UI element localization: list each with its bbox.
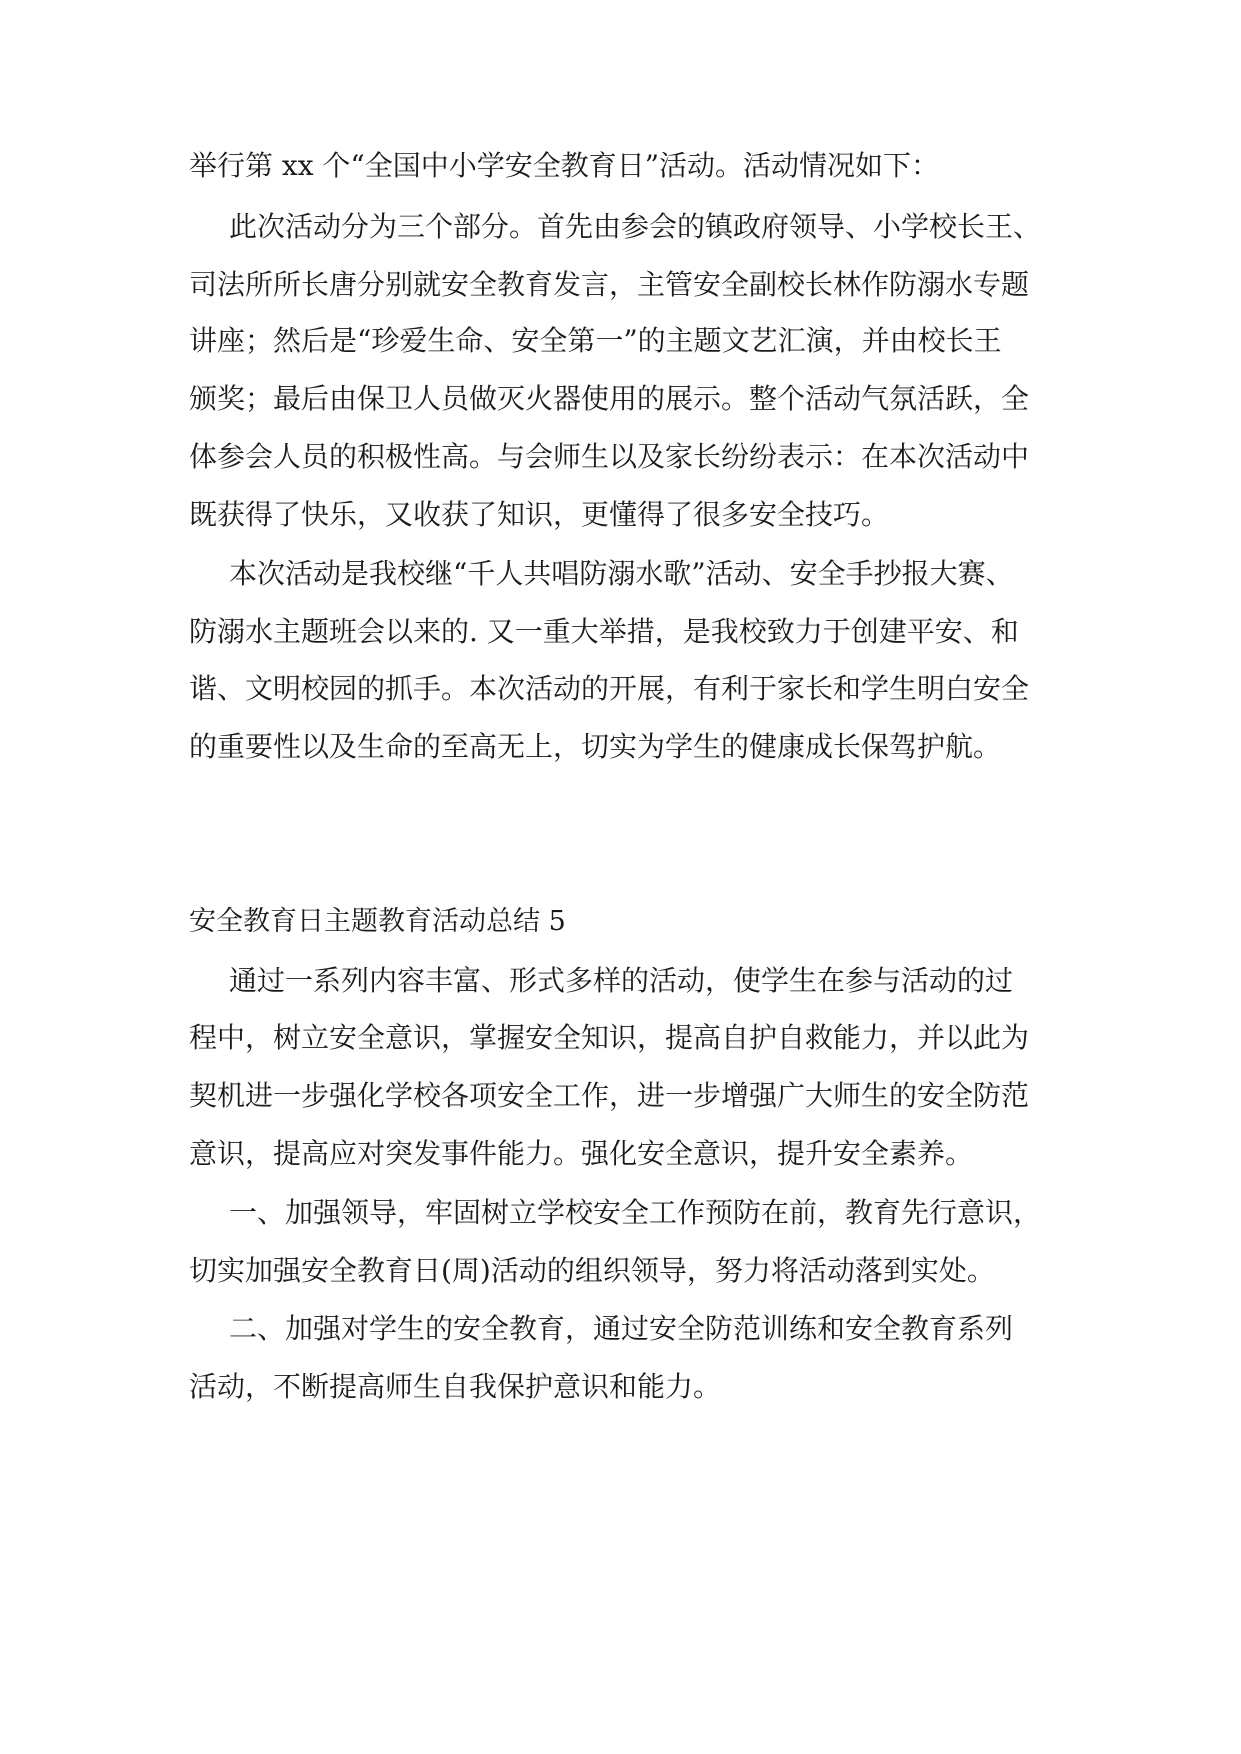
paragraph-line: 颁奖；最后由保卫人员做灭火器使用的展示。整个活动气氛活跃，全 <box>189 382 1030 415</box>
paragraph-line: 一、加强领导，牢固树立学校安全工作预防在前，教育先行意识， <box>229 1196 1042 1229</box>
paragraph-line: 讲座；然后是“珍爱生命、安全第一”的主题文艺汇演，并由校长王 <box>189 324 1002 357</box>
paragraph-line: 的重要性以及生命的至高无上，切实为学生的健康成长保驾护航。 <box>189 730 1002 763</box>
paragraph-line: 契机进一步强化学校各项安全工作，进一步增强广大师生的安全防范 <box>189 1079 1030 1112</box>
paragraph-line: 意识，提高应对突发事件能力。强化安全意识，提升安全素养。 <box>189 1137 974 1170</box>
paragraph-line: 本次活动是我校继“千人共唱防溺水歌”活动、安全手抄报大赛、 <box>229 557 1014 590</box>
paragraph-line: 体参会人员的积极性高。与会师生以及家长纷纷表示：在本次活动中 <box>189 440 1030 473</box>
paragraph-line: 程中，树立安全意识，掌握安全知识，提高自护自救能力，并以此为 <box>189 1021 1030 1054</box>
paragraph-line: 举行第 xx 个“全国中小学安全教育日”活动。活动情况如下： <box>189 149 940 182</box>
section-heading: 安全教育日主题教育活动总结 5 <box>189 906 566 937</box>
paragraph-line: 活动，不断提高师生自我保护意识和能力。 <box>189 1370 722 1403</box>
paragraph-line: 切实加强安全教育日(周)活动的组织领导，努力将活动落到实处。 <box>189 1254 995 1287</box>
paragraph-line: 司法所所长唐分别就安全教育发言，主管安全副校长林作防溺水专题 <box>189 268 1030 301</box>
paragraph-line: 二、加强对学生的安全教育，通过安全防范训练和安全教育系列 <box>229 1312 1014 1345</box>
paragraph-line: 既获得了快乐，又收获了知识，更懂得了很多安全技巧。 <box>189 498 890 531</box>
paragraph-line: 此次活动分为三个部分。首先由参会的镇政府领导、小学校长王、 <box>229 210 1042 243</box>
paragraph-line: 谐、文明校园的抓手。本次活动的开展，有利于家长和学生明白安全 <box>189 672 1030 705</box>
paragraph-line: 防溺水主题班会以来的. 又一重大举措，是我校致力于创建平安、和 <box>189 615 1019 648</box>
paragraph-line: 通过一系列内容丰富、形式多样的活动，使学生在参与活动的过 <box>229 964 1014 997</box>
